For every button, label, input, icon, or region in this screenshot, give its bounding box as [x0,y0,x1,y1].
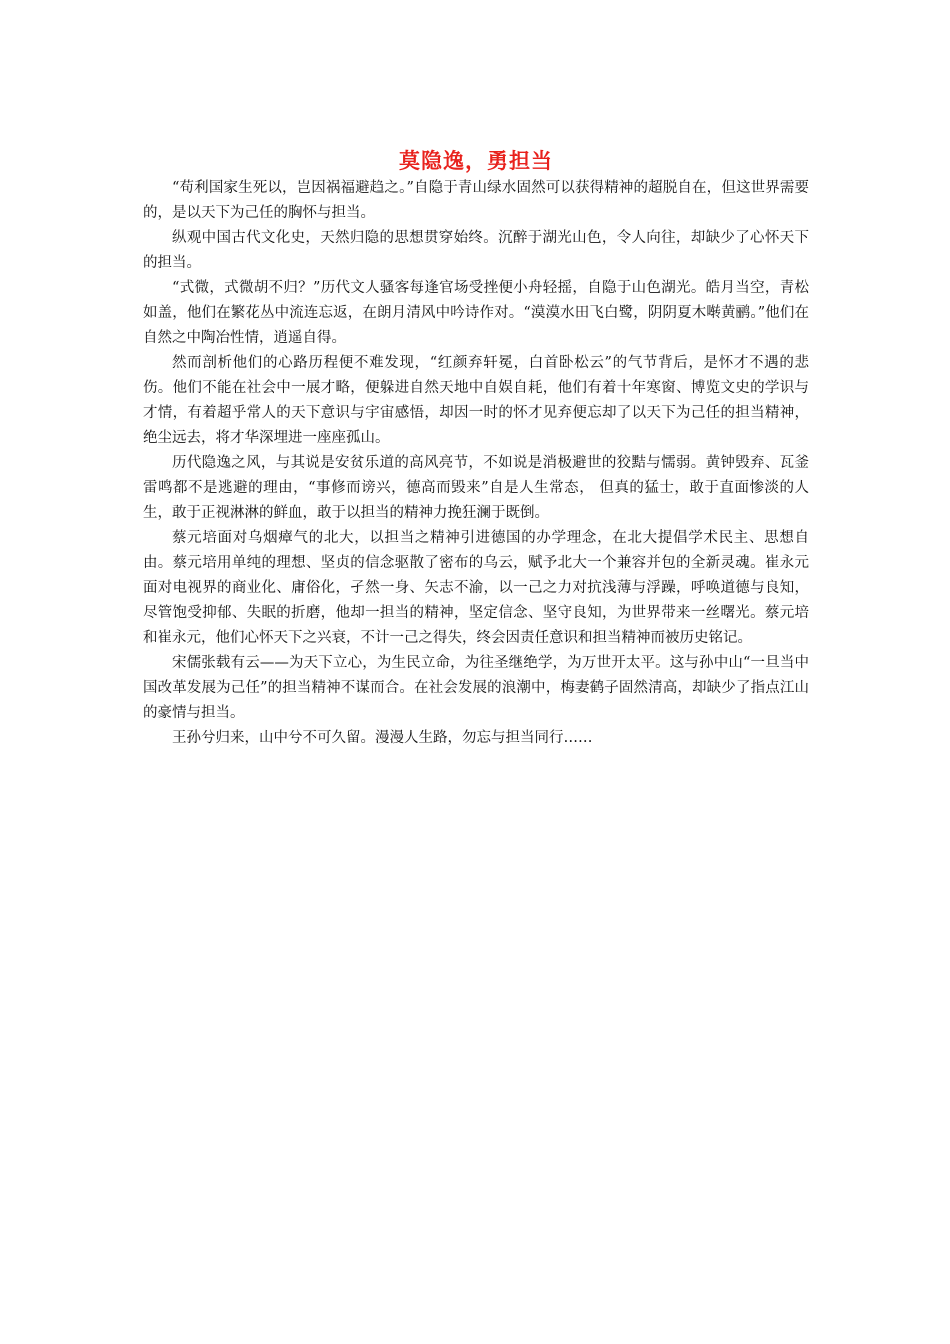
document-body [143,146,809,751]
paragraph-4: 然而剖析他们的心路历程便不难发现，“红颜弃轩冕，白首卧松云”的气节背后，是怀才不遇的悲伤。他们不能在社会中一展才略，便躲进自然天地中自娱自耗，他们有着十年寒窗、博览文史的学识与才情，有着超乎常人的天下意识与宇宙感悟，却因一时的怀才见弃便忘却了以天下为己任的担当精神，绝尘远去，将才华深埋进一座座孤山。 [143,355,809,446]
paragraph-8: 王孙兮归来，山中兮不可久留。漫漫人生路，勿忘与担当同行…… [172,730,593,746]
document-title: 莫隐逸，勇担当 [399,148,553,173]
paragraph-6: 蔡元培面对乌烟瘴气的北大，以担当之精神引进德国的办学理念，在北大提倡学术民主、思想自由。蔡元培用单纯的理想、坚贞的信念驱散了密布的乌云，赋予北大一个兼容并包的全新灵魂。崔永元面对电视界的商业化、庸俗化，孑然一身、矢志不渝，以一己之力对抗浅薄与浮躁，呼唤道德与良知，尽管饱受抑郁、失眠的折磨，他却一担当的精神，坚定信念、坚守良知，为世界带来一丝曙光。蔡元培和崔永元，他们心怀天下之兴衰，不计一己之得失，终会因责任意识和担当精神而被历史铭记。 [143,530,809,646]
paragraph-5: 历代隐逸之风，与其说是安贫乐道的高风亮节，不如说是消极避世的狡黠与懦弱。黄钟毁弃、瓦釜雷鸣都不是逃避的理由，“事修而谤兴，德高而毁来”自是人生常态， 但真的猛士，敢于直面惨淡的人生，敢于正视淋淋的鲜血，敢于以担当的精神力挽狂澜于既倒。 [143,455,809,521]
paragraph-3: “式微，式微胡不归？”历代文人骚客每逢官场受挫便小舟轻摇，自隐于山色湖光。皓月当空，青松如盖，他们在繁花丛中流连忘返，在朗月清风中吟诗作对。“漠漠水田飞白鹭，阴阴夏木啭黄鹂。”他们在自然之中陶冶性情，逍遥自得。 [143,280,809,346]
paragraph-2: 纵观中国古代文化史，天然归隐的思想贯穿始终。沉醉于湖光山色，令人向往，却缺少了心怀天下的担当。 [143,230,809,271]
paragraph-7: 宋儒张载有云——为天下立心，为生民立命，为往圣继绝学，为万世开太平。这与孙中山“一旦当中国改革发展为己任”的担当精神不谋而合。在社会发展的浪潮中，梅妻鹤子固然清高，却缺少了指点江山的豪情与担当。 [143,655,809,721]
paragraph-1: “苟利国家生死以，岂因祸福避趋之。”自隐于青山绿水固然可以获得精神的超脱自在，但这世界需要的，是以天下为己任的胸怀与担当。 [143,180,809,221]
